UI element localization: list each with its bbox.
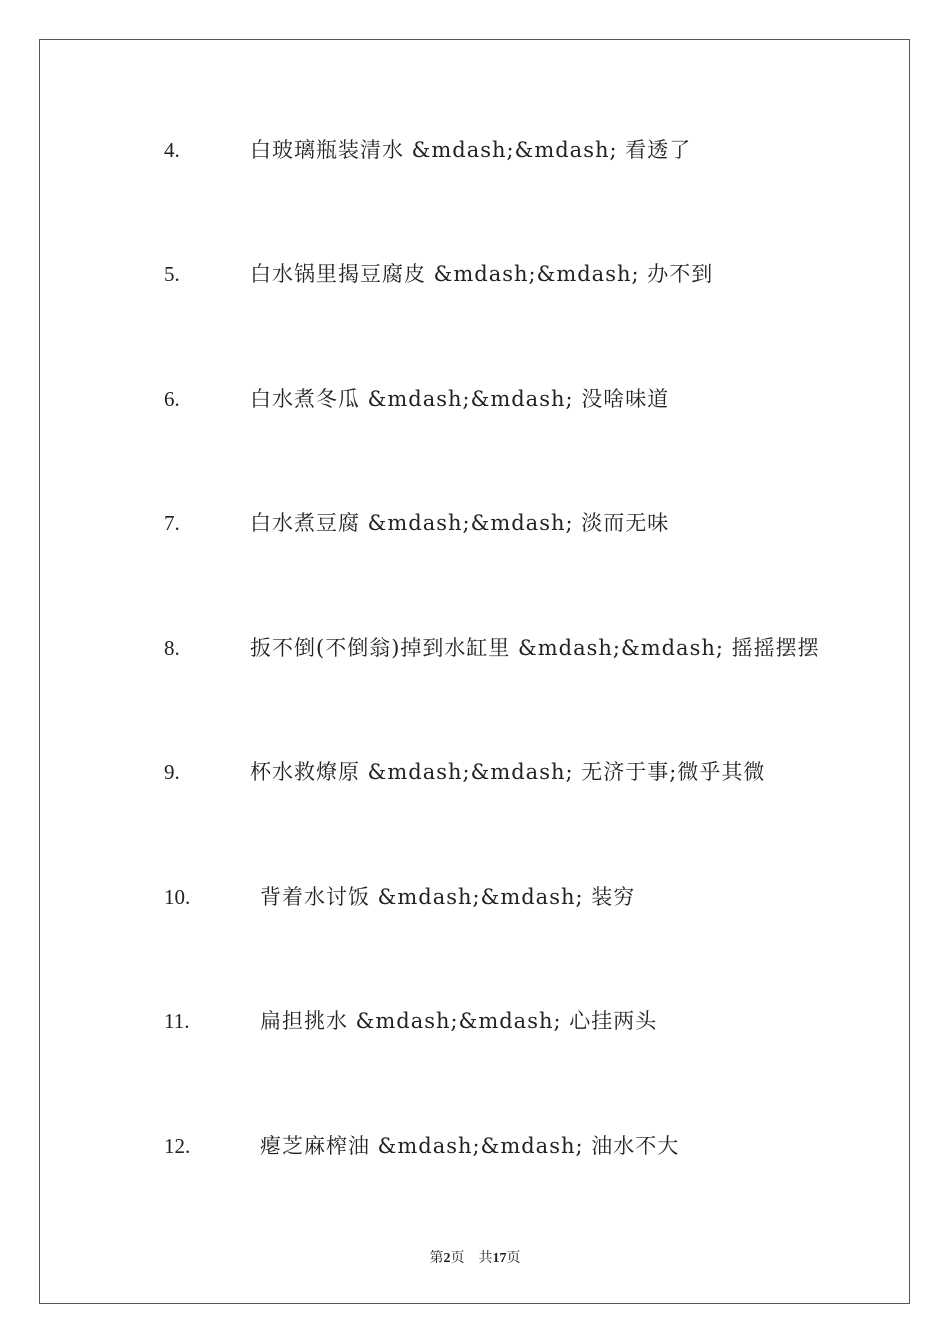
footer-prefix: 第	[429, 1251, 444, 1266]
page-footer	[0, 1247, 950, 1267]
item-text: 杯水救燎原 &mdash;&mdash; 无济于事;微乎其微	[250, 760, 766, 784]
item-text: 瘪芝麻榨油 &mdash;&mdash; 油水不大	[260, 1134, 680, 1158]
item-number: 12.	[164, 1134, 191, 1158]
item-number: 10.	[164, 885, 191, 909]
footer-middle: 页 共	[450, 1251, 493, 1266]
footer-total-pages: 17	[492, 1251, 507, 1266]
item-number: 8.	[164, 636, 180, 660]
item-text: 背着水讨饭 &mdash;&mdash; 装穷	[260, 885, 636, 909]
item-text: 扳不倒(不倒翁)掉到水缸里 &mdash;&mdash; 摇摇摆摆	[250, 636, 820, 660]
item-text: 白玻璃瓶装清水 &mdash;&mdash; 看透了	[250, 138, 692, 162]
footer-suffix: 页	[506, 1251, 521, 1266]
item-number: 6.	[164, 387, 180, 411]
item-text: 白水煮冬瓜 &mdash;&mdash; 没啥味道	[250, 387, 670, 411]
item-text: 白水锅里揭豆腐皮 &mdash;&mdash; 办不到	[250, 262, 714, 286]
page-frame	[39, 39, 910, 1304]
item-text: 扁担挑水 &mdash;&mdash; 心挂两头	[260, 1009, 658, 1033]
item-text: 白水煮豆腐 &mdash;&mdash; 淡而无味	[250, 511, 670, 535]
item-number: 5.	[164, 262, 180, 286]
item-number: 11.	[164, 1009, 190, 1033]
item-number: 7.	[164, 511, 180, 535]
item-number: 4.	[164, 138, 180, 162]
item-number: 9.	[164, 760, 180, 784]
footer-page-number: 2	[443, 1251, 451, 1266]
